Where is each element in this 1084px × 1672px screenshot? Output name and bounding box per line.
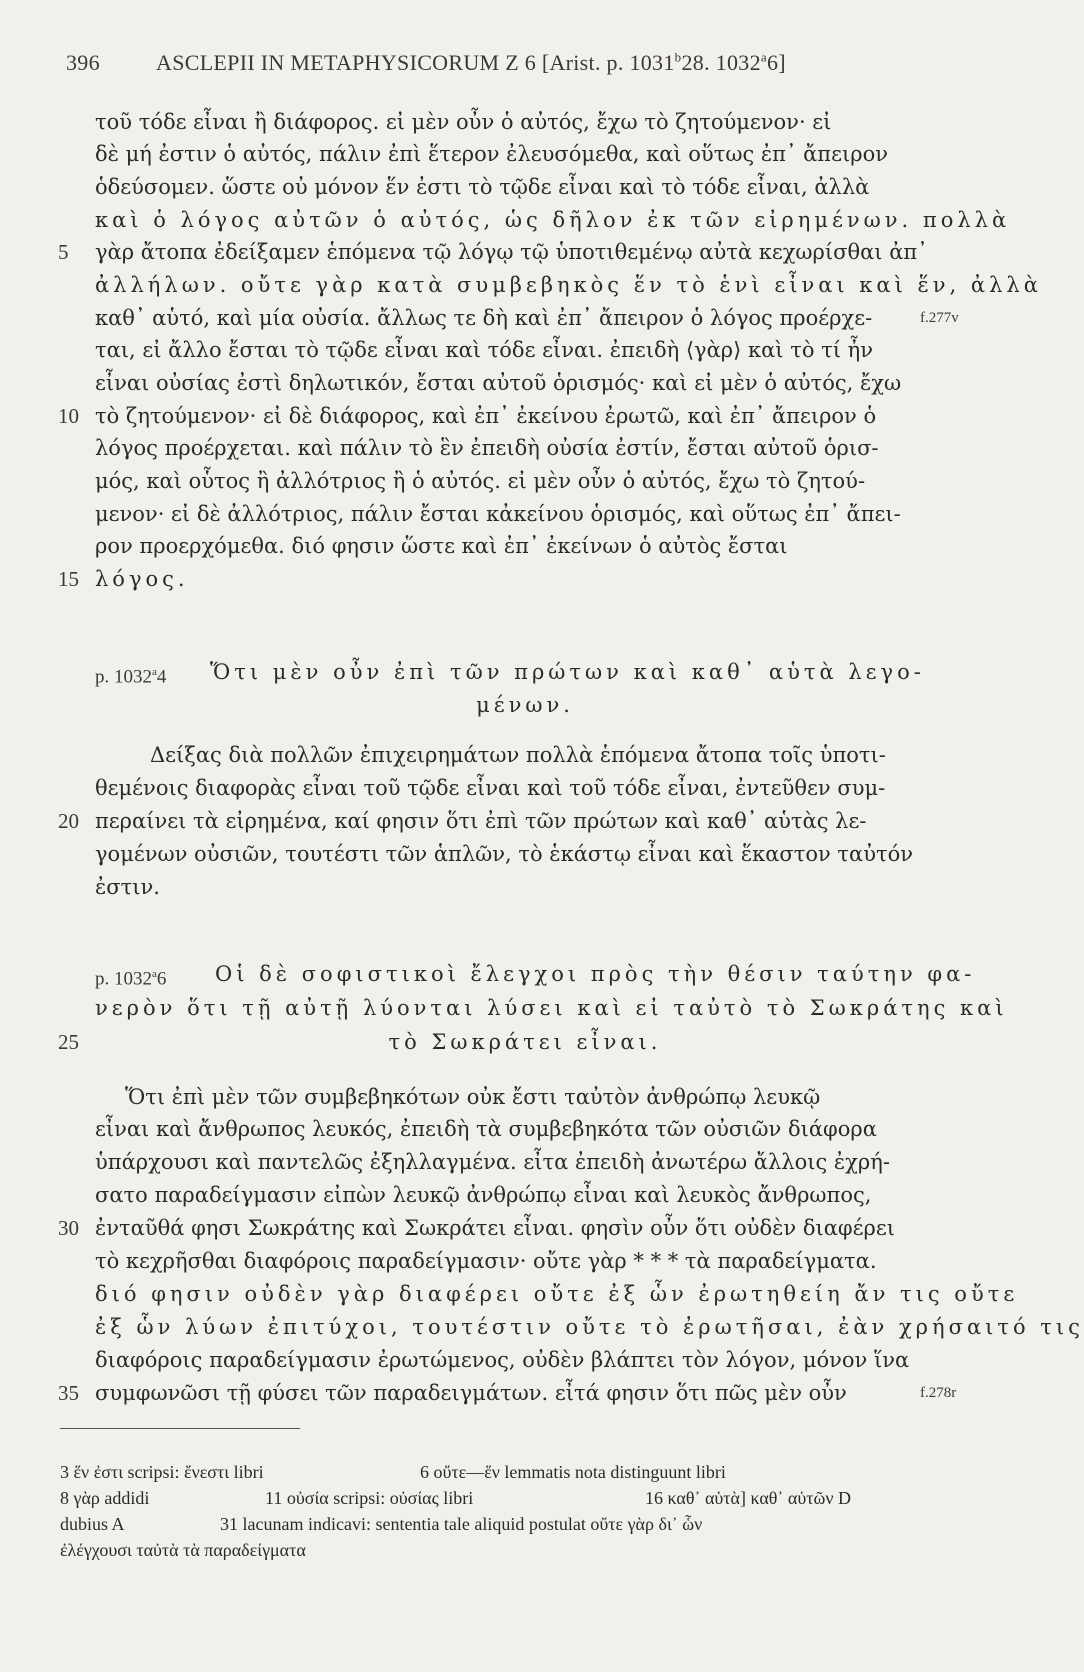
text-line: ἀλλήλων. οὔτε γὰρ κατὰ συμβεβηκὸς ἕν τὸ ἑνὶ εἶναι καὶ ἕν, ἀλλὰ bbox=[95, 273, 1042, 297]
text-line: τοῦ τόδε εἶναι ἢ διάφορος. εἰ μὲν οὖν ὁ αὐτός, ἔχω τὸ ζητούμενον· εἰ bbox=[95, 110, 832, 134]
text-line: διαφόροις παραδείγμασιν ἐρωτώμενος, οὐδὲν βλάπτει τὸν λόγον, μόνον ἵνα bbox=[95, 1348, 910, 1372]
lemma-line: Ὅτι μὲν οὖν ἐπὶ τῶν πρώτων καὶ καθ᾽ αὑτὰ λεγο- bbox=[210, 660, 925, 684]
text-line: Ὅτι ἐπὶ μὲν τῶν συμβεβηκότων οὐκ ἔστι ταὐτὸν ἀνθρώπῳ λευκῷ bbox=[125, 1085, 821, 1109]
line-number: 20 bbox=[58, 809, 79, 833]
text-line: ἐξ ὧν λύων ἐπιτύχοι, τουτέστιν οὔτε τὸ ἐρωτῆσαι, ἐὰν χρήσαιτό τις bbox=[95, 1315, 1084, 1339]
text-line: Δείξας διὰ πολλῶν ἐπιχειρημάτων πολλὰ ἑπόμενα ἄτοπα τοῖς ὑποτι- bbox=[150, 743, 886, 767]
text-line: ὑπάρχουσι καὶ παντελῶς ἐξηλλαγμένα. εἶτα ἐπειδὴ ἀνωτέρω ἄλλοις ἐχρή- bbox=[95, 1150, 890, 1174]
lemma-line: μένων. bbox=[476, 693, 574, 717]
footnote-rule bbox=[60, 1428, 300, 1429]
text-line: τὸ ζητούμενον· εἰ δὲ διάφορος, καὶ ἐπ᾽ ἐκείνου ἐρωτῶ, καὶ ἐπ᾽ ἄπειρον ὁ bbox=[95, 404, 877, 428]
text-line: εἶναι καὶ ἄνθρωπος λευκός, ἐπειδὴ τὰ συμβεβηκότα τῶν οὐσιῶν διάφορα bbox=[95, 1117, 877, 1141]
line-number: 25 bbox=[58, 1030, 79, 1054]
footnote: 3 ἕν ἐστι scripsi: ἔνεστι libri bbox=[60, 1462, 264, 1482]
footnote: 31 lacunam indicavi: sententia tale aliquid postulat οὔτε γὰρ δι᾽ ὧν bbox=[220, 1514, 703, 1534]
text-line: διό φησιν οὐδὲν γὰρ διαφέρει οὔτε ἐξ ὧν ἐρωτηθείη ἄν τις οὔτε bbox=[95, 1282, 1019, 1306]
text-line: ὁδεύσομεν. ὥστε οὐ μόνον ἕν ἐστι τὸ τῷδε εἶναι καὶ τὸ τόδε εἶναι, ἀλλὰ bbox=[95, 175, 870, 199]
folio-marker: f.277v bbox=[920, 310, 959, 326]
line-number: 30 bbox=[58, 1216, 79, 1240]
text-line: ρον προερχόμεθα. διό φησιν ὥστε καὶ ἐπ᾽ ἐκείνων ὁ αὐτὸς ἔσται bbox=[95, 534, 788, 558]
text-line: καὶ ὁ λόγος αὐτῶν ὁ αὐτός, ὡς δῆλον ἐκ τῶν εἰρημένων. πολλὰ bbox=[95, 208, 1011, 232]
text-line: ἐνταῦθά φησι Σωκράτης καὶ Σωκράτει εἶναι. φησὶν οὖν ὅτι οὐδὲν διαφέρει bbox=[95, 1216, 895, 1240]
text-line: ἐστιν. bbox=[95, 875, 160, 899]
text-line: τὸ κεχρῆσθαι διαφόροις παραδείγμασιν· οὔτε γὰρ * * * τὰ παραδείγματα. bbox=[95, 1249, 877, 1273]
running-header bbox=[66, 50, 946, 76]
footnote: dubius A bbox=[60, 1514, 125, 1534]
text-line: λόγος. bbox=[95, 567, 189, 591]
text-line: θεμένοις διαφορὰς εἶναι τοῦ τῷδε εἶναι καὶ τοῦ τόδε εἶναι, ἐντεῦθεν συμ- bbox=[95, 776, 886, 800]
lemma-reference: p. 1032$^a$4 bbox=[95, 666, 167, 688]
text-line: δὲ μή ἐστιν ὁ αὐτός, πάλιν ἐπὶ ἕτερον ἐλευσόμεθα, καὶ οὕτως ἐπ᾽ ἄπειρον bbox=[95, 142, 888, 166]
text-line: εἶναι οὐσίας ἐστὶ δηλωτικόν, ἔσται αὐτοῦ ὁρισμός· καὶ εἰ μὲν ὁ αὐτός, ἔχω bbox=[95, 371, 902, 395]
line-number: 15 bbox=[58, 567, 79, 591]
text-line: μενον· εἰ δὲ ἀλλότριος, πάλιν ἔσται κἀκείνου ὁρισμός, καὶ οὕτως ἐπ᾽ ἄπει- bbox=[95, 502, 901, 526]
lemma-line: τὸ Σωκράτει εἶναι. bbox=[388, 1030, 662, 1054]
folio-marker: f.278r bbox=[920, 1385, 957, 1401]
text-line: ται, εἰ ἄλλο ἔσται τὸ τῷδε εἶναι καὶ τόδε εἶναι. ἐπειδὴ ⟨γὰρ⟩ καὶ τὸ τί ἦν bbox=[95, 338, 874, 362]
line-number: 10 bbox=[58, 404, 79, 428]
line-number: 5 bbox=[58, 240, 69, 264]
footnote: 8 γὰρ addidi bbox=[60, 1488, 150, 1508]
page-number: 396 bbox=[66, 50, 100, 76]
text-line: γὰρ ἄτοπα ἐδείξαμεν ἑπόμενα τῷ λόγῳ τῷ ὑποτιθεμένῳ αὐτὰ κεχωρίσθαι ἀπ᾽ bbox=[95, 240, 928, 264]
text-line: συμφωνῶσι τῇ φύσει τῶν παραδειγμάτων. εἶτά φησιν ὅτι πῶς μὲν οὖν bbox=[95, 1381, 847, 1405]
text-line: καθ᾽ αὑτό, καὶ μία οὐσία. ἄλλως τε δὴ καὶ ἐπ᾽ ἄπειρον ὁ λόγος προέρχε- bbox=[95, 306, 873, 330]
text-line: λόγος προέρχεται. καὶ πάλιν τὸ ἓν ἐπειδὴ οὐσία ἐστίν, ἔσται αὐτοῦ ὁρισ- bbox=[95, 436, 879, 460]
lemma-line: νερὸν ὅτι τῇ αὐτῇ λύονται λύσει καὶ εἰ ταὐτὸ τὸ Σωκράτης καὶ bbox=[95, 996, 1008, 1020]
text-line: μός, καὶ οὗτος ἢ ἀλλότριος ἢ ὁ αὐτός. εἰ μὲν οὖν ὁ αὐτός, ἔχω τὸ ζητού- bbox=[95, 469, 866, 493]
lemma-line: Οἱ δὲ σοφιστικοὶ ἔλεγχοι πρὸς τὴν θέσιν ταύτην φα- bbox=[215, 962, 976, 986]
footnote: 11 οὐσία scripsi: οὐσίας libri bbox=[265, 1488, 474, 1508]
text-line: γομένων οὐσιῶν, τουτέστι τῶν ἁπλῶν, τὸ ἑκάστῳ εἶναι καὶ ἕκαστον ταὐτόν bbox=[95, 842, 914, 866]
text-line: σατο παραδείγμασιν εἰπὼν λευκῷ ἀνθρώπῳ εἶναι καὶ λευκὸς ἄνθρωπος, bbox=[95, 1183, 872, 1207]
line-number: 35 bbox=[58, 1381, 79, 1405]
footnote: 6 οὔτε—ἕν lemmatis nota distinguunt libri bbox=[420, 1462, 726, 1482]
footnote: 16 καθ᾽ αὑτὰ] καθ᾽ αὑτῶν D bbox=[645, 1488, 851, 1508]
lemma-reference: p. 1032$^a$6 bbox=[95, 968, 167, 990]
running-title: ASCLEPII IN METAPHYSICORUM Z 6 [Arist. p. 1031$^b$28. 1032$^a$6] bbox=[156, 50, 786, 76]
footnote: ἐλέγχουσι ταὐτὰ τὰ παραδείγματα bbox=[60, 1540, 306, 1560]
text-line: περαίνει τὰ εἰρημένα, καί φησιν ὅτι ἐπὶ τῶν πρώτων καὶ καθ᾽ αὑτὰς λε- bbox=[95, 809, 867, 833]
